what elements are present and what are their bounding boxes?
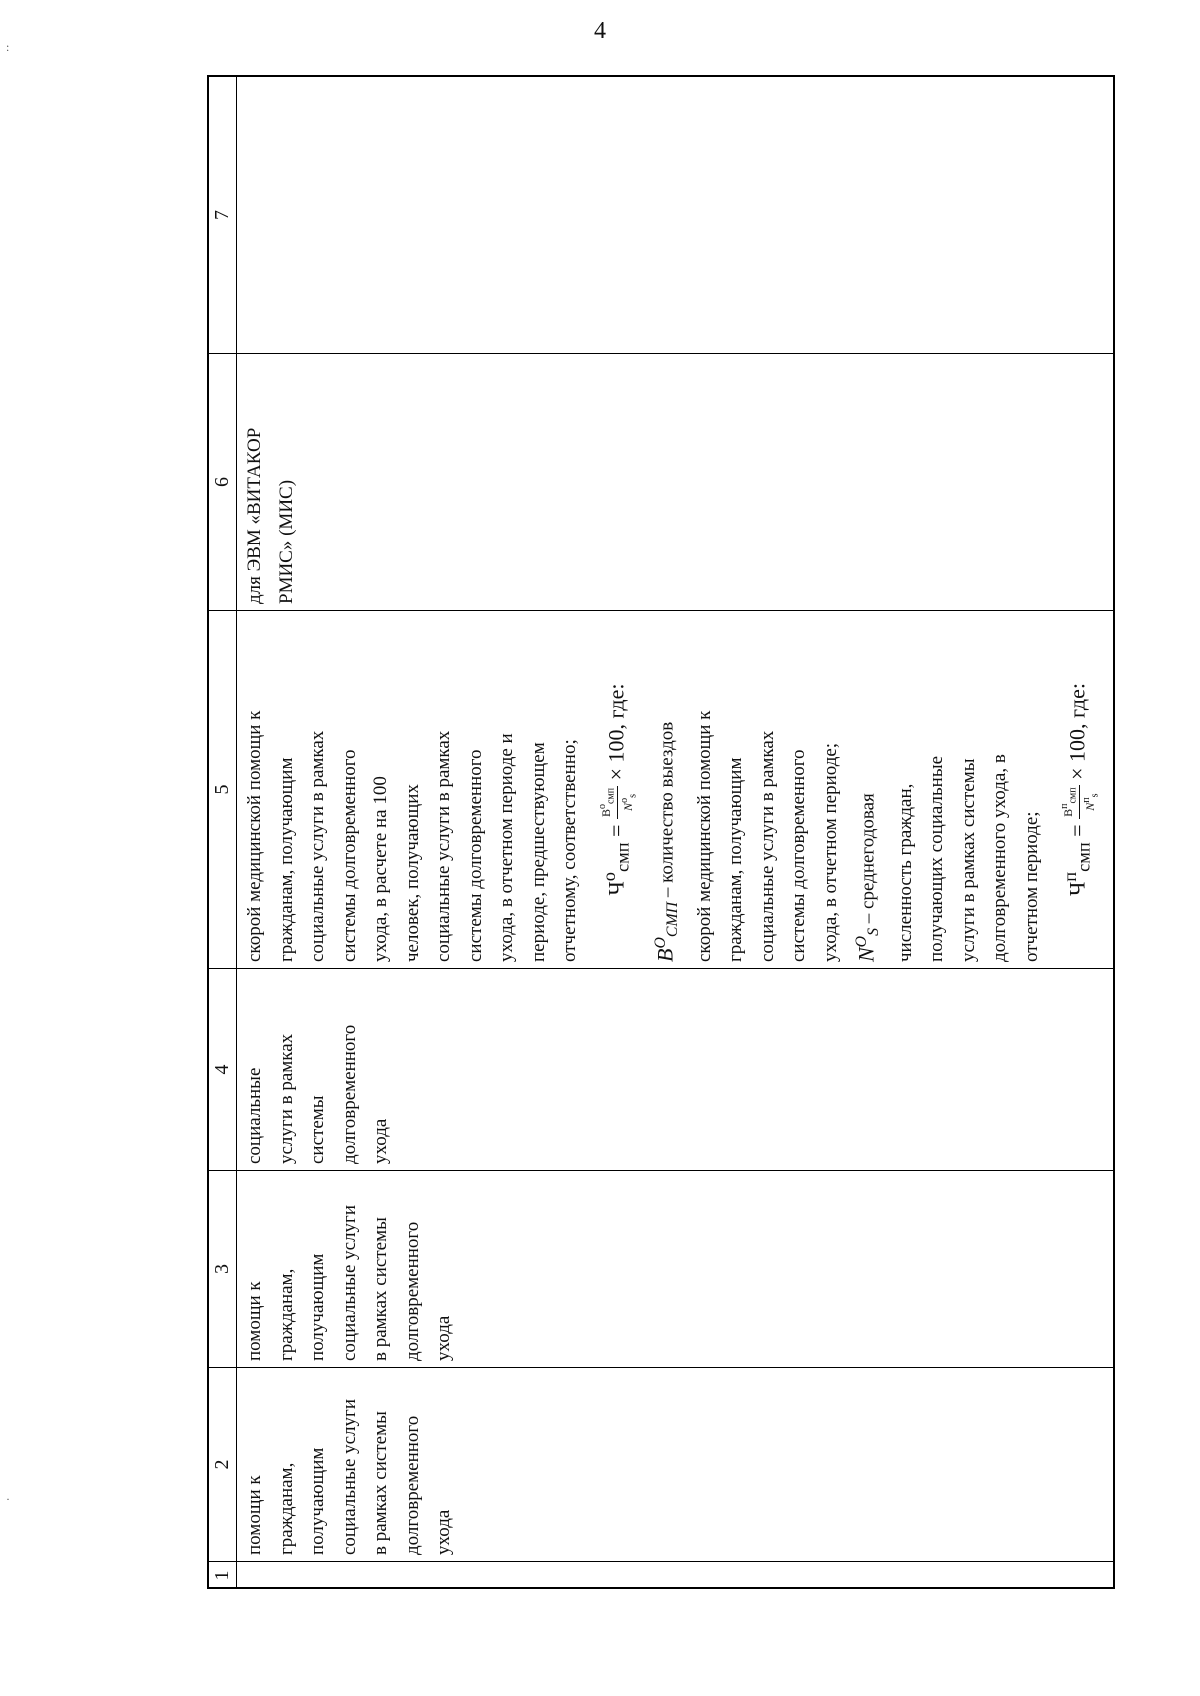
cell-line: социальные услуги в рамках [433, 730, 454, 962]
denominator-sub: s [627, 794, 639, 798]
column-5-cell [237, 611, 1115, 968]
symbol-b-sup: O [652, 937, 670, 949]
definition-n [846, 617, 890, 962]
cell-line: долговременного [401, 1415, 423, 1555]
cell-line: системы долговременного [464, 749, 486, 962]
formula-reporting-period: $Ч^о_{смп}$ = $В^о_{смп}$ $N^о_s$ × 100, где: [596, 683, 639, 896]
table-body [209, 77, 1115, 1589]
cell-line: скорой медицинской помощи к [693, 710, 715, 962]
numerator-sub: смп [605, 787, 617, 805]
cell-line: системы долговременного [338, 749, 360, 962]
cell-line: услуги в рамках системы [957, 758, 979, 962]
cell-line: отчетном периоде; [1020, 811, 1042, 962]
cell-line: получающим [307, 1253, 328, 1361]
column-7-cell [237, 77, 1115, 353]
cell-line: ухода, в расчете на 100 [370, 776, 391, 962]
cell-line: социальные услуги [338, 1204, 360, 1361]
cell-line: системы [307, 1095, 328, 1164]
formula-lhs-sub: смп [612, 842, 633, 873]
cell-line: в рамках системы [370, 1217, 391, 1361]
formula-fraction [596, 786, 640, 819]
symbol-b-sub: СМП [664, 901, 682, 938]
cell-line: – количество выездов [656, 721, 678, 898]
column-number-2: 2 [209, 1368, 237, 1561]
cell-line: услуги в рамках [275, 1033, 297, 1164]
cell-line: долговременного ухода, в [989, 754, 1011, 962]
cell-line: скорой медицинской помощи к [244, 710, 265, 962]
cell-line: гражданам, [275, 1462, 297, 1555]
cell-line: социальные услуги [338, 1398, 360, 1555]
cell-line: РМИС» (МИС) [275, 479, 297, 604]
symbol-b: B [652, 948, 678, 962]
symbol-n-sup: O [853, 935, 871, 948]
column-7 [209, 77, 1115, 353]
definition-b [645, 617, 689, 962]
cell-line: ухода [433, 1315, 454, 1361]
formula-tail: × 100, где: [602, 683, 628, 781]
page-number: 4 [594, 18, 606, 44]
cell-line: человек, получающих [401, 784, 423, 962]
column-4 [209, 968, 1115, 1170]
fraction-numerator [596, 786, 618, 819]
cell-line: гражданам, получающим [725, 757, 747, 962]
cell-line: помощи к [244, 1281, 265, 1361]
column-number-7: 7 [209, 77, 237, 353]
column-1 [209, 1561, 1115, 1589]
symbol-n-sub: S [865, 927, 883, 936]
cell-line: помощи к [244, 1475, 265, 1555]
cell-line: численность граждан, [894, 783, 916, 962]
formula-previous-period: $Ч^п_{смп}$ = $В^п_{смп}$ $N^п_s$ × 100, где: [1058, 683, 1101, 896]
numerator-symbol: В [598, 809, 613, 818]
cell-line: периоде, предшествующем [527, 742, 549, 962]
denominator-sup: о [619, 797, 631, 803]
cell-line: – среднегодовая [857, 793, 879, 924]
column-1-cell [237, 1562, 1115, 1589]
denominator-symbol: N [621, 802, 636, 811]
cell-line: социальные услуги в рамках [756, 730, 778, 962]
column-6 [209, 353, 1115, 610]
cell-line: системы долговременного [788, 749, 810, 962]
cell-line: долговременного [401, 1221, 423, 1361]
denominator-sub: s [1089, 793, 1101, 798]
column-6-cell [237, 354, 1115, 610]
formula-lhs: Ч [1064, 881, 1090, 896]
cell-line: ухода [370, 1118, 391, 1164]
cell-line: социальные услуги в рамках [307, 730, 328, 962]
rotated-table [207, 75, 1115, 1589]
denominator-symbol: N [1083, 802, 1098, 811]
numerator-sup: п [1058, 803, 1070, 809]
cell-line: ухода [433, 1509, 454, 1555]
column-5 [209, 610, 1115, 968]
formula-tail: × 100, где: [1064, 683, 1090, 780]
cell-line: ухода, в отчетном периоде; [819, 742, 841, 962]
cell-line: гражданам, [275, 1268, 297, 1361]
formula-lhs: Ч [602, 881, 628, 896]
cell-line: получающим [307, 1447, 328, 1555]
column-number-5: 5 [209, 611, 237, 968]
fraction-numerator [1058, 785, 1080, 819]
column-3-cell [237, 1171, 1115, 1367]
column-2-cell [237, 1368, 1115, 1561]
numerator-symbol: В [1060, 808, 1075, 817]
cell-line: получающих социальные [926, 755, 948, 962]
cell-line: долговременного [338, 1024, 360, 1164]
column-4-cell [237, 969, 1115, 1170]
fraction-denominator [618, 786, 639, 819]
cell-line: отчетному, соответственно; [559, 739, 580, 962]
cell-line: ухода, в отчетном периоде и [496, 733, 517, 962]
cell-line: для ЭВМ «ВИТАКОР [244, 427, 265, 604]
scan-mark-top: : [6, 40, 10, 54]
symbol-n: N [853, 947, 879, 962]
column-number-3: 3 [209, 1171, 237, 1367]
scan-mark-bottom: · [6, 1492, 10, 1506]
column-number-1: 1 [209, 1562, 237, 1589]
cell-line: в рамках системы [370, 1411, 391, 1555]
numerator-sub: смп [1067, 787, 1079, 804]
cell-line: гражданам, получающим [275, 757, 297, 962]
formula-fraction [1058, 785, 1102, 819]
fraction-denominator [1080, 785, 1101, 819]
denominator-sup: п [1081, 797, 1093, 803]
formula-lhs-sup: о [598, 872, 619, 882]
formula-lhs-sub: смп [1074, 842, 1095, 872]
column-number-6: 6 [209, 354, 237, 610]
column-number-4: 4 [209, 969, 237, 1170]
numerator-sup: о [596, 804, 608, 810]
cell-line: социальные [244, 1067, 265, 1164]
column-3 [209, 1170, 1115, 1367]
column-2 [209, 1367, 1115, 1561]
formula-lhs-sup: п [1060, 871, 1081, 882]
